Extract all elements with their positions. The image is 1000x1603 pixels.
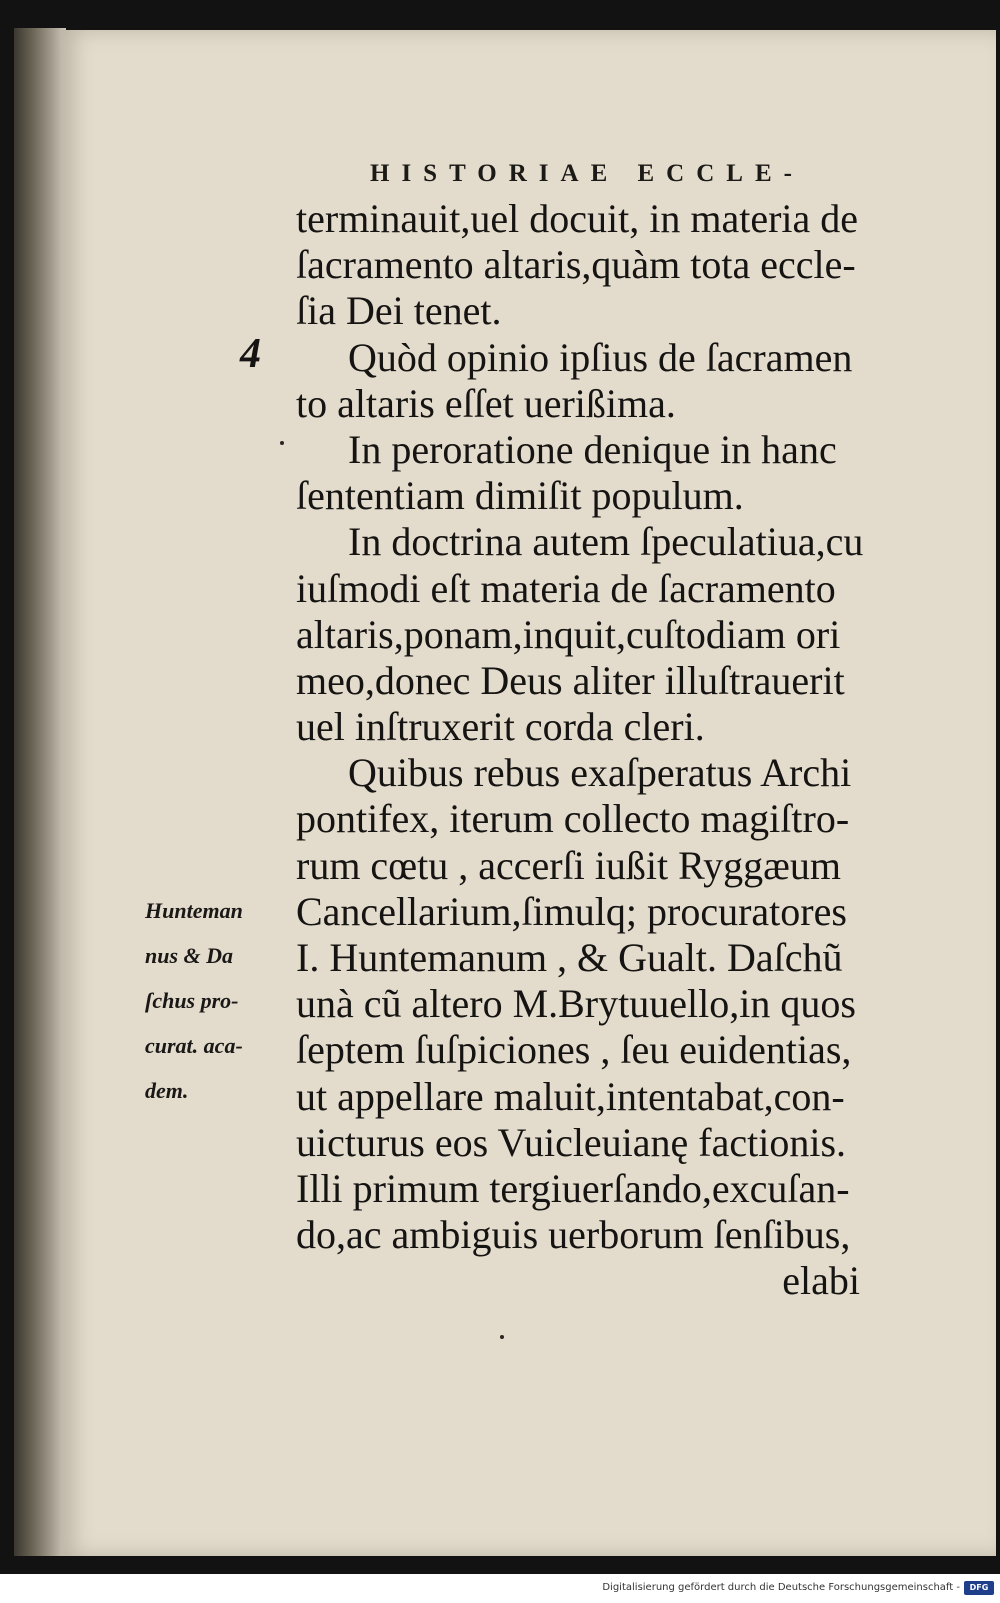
text-line: unà cũ altero M.Brytuuello,in quos — [296, 981, 856, 1027]
text-line: ſeptem ſuſpiciones , ſeu euidentias, — [296, 1027, 852, 1073]
text-line: uel inſtruxerit corda cleri. — [296, 704, 705, 750]
section-number: 4 — [240, 331, 261, 377]
text-line: rum cœtu , accerſi iußit Ryggæum — [296, 842, 841, 888]
text-line: to altaris eſſet uerißima. — [296, 380, 676, 426]
text-line: In peroratione denique in hanc — [348, 426, 837, 472]
text-line: uicturus eos Vuicleuianę factionis. — [296, 1119, 847, 1165]
running-head: HISTORIAE ECCLE- — [370, 160, 804, 187]
text-line: ſia Dei tenet. — [296, 288, 502, 334]
footer-bar — [0, 1574, 1000, 1603]
ink-speck — [500, 1335, 504, 1339]
margin-note-line: dem. — [145, 1078, 189, 1103]
text-line: I. Huntemanum , & Gualt. Daſchũ — [296, 935, 843, 980]
margin-note-line: nus & Da — [145, 943, 234, 968]
dfg-logo: DFG — [964, 1581, 994, 1595]
text-line: terminauit,uel docuit, in materia de — [296, 196, 859, 241]
margin-note — [145, 888, 295, 1113]
text-line: elabi — [782, 1258, 860, 1304]
text-line: Quibus rebus exaſperatus Archi — [348, 750, 852, 796]
page-fore-edge — [14, 28, 66, 1556]
text-line: iuſmodi eſt materia de ſacramento — [296, 565, 836, 611]
footer-credit: Digitalisierung gefördert durch die Deutsche Forschungsgemeinschaft - — [602, 1582, 960, 1593]
margin-note-line: ſchus pro- — [145, 988, 239, 1013]
text-line: Quòd opinio ipſius de ſacramen — [348, 334, 853, 380]
margin-note-line: curat. aca- — [145, 1033, 243, 1058]
text-line: Cancellarium,ſimulq; procuratores — [296, 888, 847, 934]
text-line: In doctrina autem ſpeculatiua,cu — [348, 519, 864, 565]
text-line: ut appellare maluit,intentabat,con- — [296, 1073, 845, 1119]
ink-speck — [280, 441, 284, 445]
text-line: ſacramento altaris,quàm tota eccle- — [296, 242, 856, 288]
text-line: meo,donec Deus aliter illuſtrauerit — [296, 657, 845, 703]
text-line: ſententiam dimiſit populum. — [296, 473, 744, 519]
text-line: Illi primum tergiuerſando,excuſan- — [296, 1165, 850, 1211]
text-line: pontifex, iterum collecto magiſtro- — [296, 796, 850, 842]
text-line: altaris,ponam,inquit,cuſtodiam ori — [296, 611, 841, 657]
margin-note-line: Hunteman — [145, 898, 243, 923]
body-text — [296, 196, 916, 1305]
text-line: do,ac ambiguis uerborum ſenſibus, — [296, 1212, 851, 1258]
